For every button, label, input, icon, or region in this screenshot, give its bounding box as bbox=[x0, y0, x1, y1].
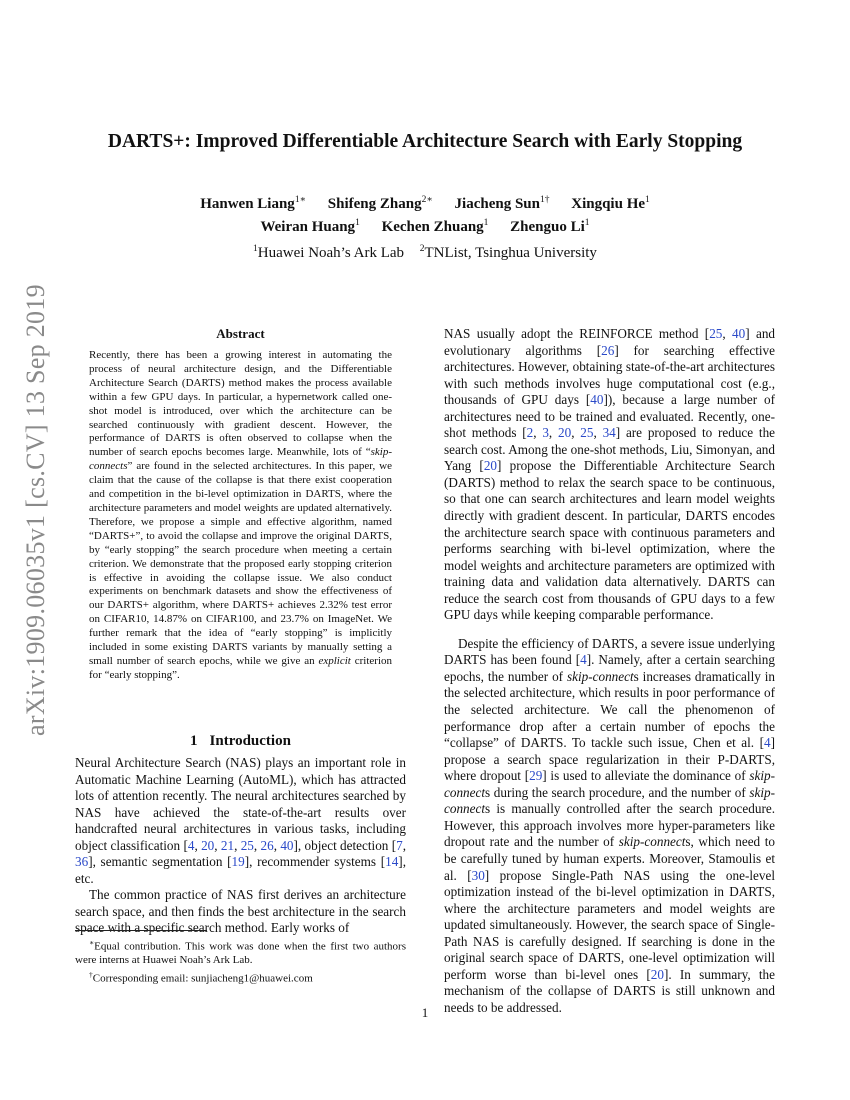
author: Jiacheng Sun$^{1\dagger}$ bbox=[454, 195, 550, 212]
author: Kechen Zhuang$^1$ bbox=[381, 218, 489, 235]
right-column bbox=[444, 326, 775, 1016]
citation-link[interactable]: 20 bbox=[650, 966, 664, 982]
citation-link[interactable]: 40 bbox=[732, 326, 746, 341]
paragraph: The common practice of NAS first derives an architecture search space, and then finds the best architecture in the search space with a specific search method. Early works of bbox=[75, 887, 406, 935]
author-row-2 bbox=[40, 214, 810, 237]
paragraph: Neural Architecture Search (NAS) plays an important role in Automatic Machine Learning (AutoML), which has attracted lots of attention recently. The neural architectures searched by NAS have achieved the state-of-the-art results over handcrafted neural architectures in various tasks, including object classification [4, 20, 21, 25, 26, 40], object detection [7, 36], semantic segmentation [19], recommender systems [14], etc. bbox=[75, 755, 407, 886]
footnotes bbox=[75, 936, 406, 986]
page-number: 1 bbox=[421, 1005, 429, 1020]
citation-link[interactable]: 19 bbox=[231, 854, 245, 869]
affiliation: $^1$Huawei Noah’s Ark Lab bbox=[253, 244, 405, 261]
citation-link[interactable]: 25 bbox=[709, 326, 723, 341]
affiliation: $^2$TNList, Tsinghua University bbox=[419, 244, 597, 261]
citation-link[interactable]: 29 bbox=[529, 768, 543, 784]
paragraph: Despite the efficiency of DARTS, a severe issue underlying DARTS has been found [4]. Namely, after a certain searching epochs, the number of skip-connects increases dramatically in the selected architecture, which results in poor performance of the selected architecture. We call the phenomenon of performance drop after a certain number of epochs the “collapse” of DARTS. To tackle such issue, Chen et al. [4] propose a search space regularization in their P-DARTS, where dropout [29] is used to alleviate the dominance of skip-connects during the search procedure, and the number of skip-connects is manually controlled after the search procedure. However, this approach involves more hyper-parameters like dropout rate and the number of skip-connects, which need to be carefully tuned by human experts. Moreover, Stamoulis et al. [30] propose Single-Path NAS using the one-level optimization instead of the bi-level optimization in DARTS, where the architecture parameters and model weights are updated simultaneously. However, the search space of Single-Path NAS is carefully designed. If searching is done in the original search space of DARTS, one-level optimization will perform worse than bi-level ones [20]. In summary, the mechanism of the collapse of DARTS is still unknown and needs to be addressed. bbox=[444, 635, 776, 1015]
citation-link[interactable]: 26 bbox=[601, 342, 615, 358]
footnote-divider bbox=[75, 930, 207, 931]
footnote: †Corresponding email: sunjiacheng1@huawei.com bbox=[89, 969, 313, 985]
citation-link[interactable]: 40 bbox=[590, 392, 604, 408]
citation-link[interactable]: 20 bbox=[483, 458, 498, 474]
paper-title: DARTS+: Improved Differentiable Architecture Search with Early Stopping bbox=[107, 131, 743, 152]
citation-link[interactable]: 21 bbox=[220, 837, 235, 853]
citation-link[interactable]: 20 bbox=[558, 425, 572, 441]
author: Zhenguo Li$^1$ bbox=[510, 218, 590, 235]
author-list bbox=[40, 191, 810, 237]
author-row-1 bbox=[40, 191, 810, 214]
footnote: ∗Equal contribution. This work was done when the first two authors were interns at Huawei Noah’s Ark Lab. bbox=[75, 938, 406, 967]
abstract-text: Recently, there has been a growing interest in automating the process of neural architecture design, and the Differentiable Architecture Search (DARTS) method makes the process available within a few GPU days. In particular, a hypernetwork called one-shot model is introduced, over which the architecture can be searched continuously with gradient descent. However, the performance of DARTS is often observed to collapse when the number of search epochs becomes large. Meanwhile, lots of “skip-connects” are found in the selected architectures. In this paper, we claim that the cause of the collapse is that there exist cooperation and competition in the bi-level optimization in DARTS, where the architecture parameters and model weights are updated alternatively. Therefore, we propose a simple and effective algorithm, named “DARTS+”, to avoid the collapse and improve the original DARTS, by “early stopping” the search procedure when meeting a certain criterion. We demonstrate that the proposed early stopping criterion is effective in avoiding the collapse issue. We also conduct experiments on benchmark datasets and show the effectiveness of our DARTS+ algorithm, where DARTS+ achieves 2.32% test error on CIFAR10, 14.87% on CIFAR100, and 23.7% on ImageNet. We further remark that the idea of “early stopping” is implicitly included in some existing DARTS variants by manually setting a small number of search epochs, while we give an explicit criterion for “early stopping”. bbox=[89, 349, 392, 681]
citation-link[interactable]: 4 bbox=[764, 735, 771, 751]
citation-link[interactable]: 30 bbox=[471, 867, 485, 883]
citation-link[interactable]: 40 bbox=[280, 837, 294, 853]
author: Hanwen Liang$^{1∗}$ bbox=[200, 195, 307, 212]
abstract-heading: Abstract bbox=[216, 326, 265, 341]
citation-link[interactable]: 7 bbox=[396, 837, 403, 853]
citation-link[interactable]: 20 bbox=[201, 837, 215, 853]
citation-link[interactable]: 26 bbox=[260, 837, 274, 853]
arxiv-identifier bbox=[6, 284, 66, 736]
paragraph: NAS usually adopt the REINFORCE method [25, 40] and evolutionary algorithms [26] for searching effective architectures. However, obtaining state-of-the-art architectures with such methods involves huge computational cost (e.g., thousands of GPU days [40]), because a large number of architectures need to be trained and evaluated. Recently, one-shot methods [2, 3, 20, 25, 34] are proposed to reduce the search cost. Among the one-shot methods, Liu, Simonyan, and Yang [20] propose the Differentiable Architecture Search (DARTS) method to relax the search space to be continuous, so that one can search architectures and learn model weights directly with gradient descent. In particular, DARTS encodes the architecture search space with continuous parameters and performs searching with bi-level optimization, where the model weights and architecture parameters are optimized with training data and validation data alternatively. DARTS can reduce the search cost from thousands of GPU days to a few GPU days while keeping comparable performance. bbox=[444, 326, 776, 623]
citation-link[interactable]: 34 bbox=[602, 425, 616, 441]
citation-link[interactable]: 36 bbox=[75, 854, 89, 869]
citation-link[interactable]: 3 bbox=[542, 425, 549, 441]
intro-left-column bbox=[75, 755, 406, 937]
citation-link[interactable]: 4 bbox=[580, 652, 587, 668]
citation-link[interactable]: 4 bbox=[187, 837, 195, 853]
affiliations bbox=[40, 244, 810, 262]
citation-link[interactable]: 2 bbox=[526, 425, 534, 441]
arxiv-identifier-text: arXiv:1909.06035v1 [cs.CV] 13 Sep 2019 bbox=[21, 284, 50, 736]
author: Shifeng Zhang$^{2∗}$ bbox=[327, 195, 433, 212]
author: Weiran Huang$^1$ bbox=[260, 218, 360, 235]
citation-link[interactable]: 25 bbox=[240, 837, 254, 853]
section-heading: 1 Introduction bbox=[190, 733, 291, 749]
citation-link[interactable]: 14 bbox=[385, 854, 399, 869]
author: Xingqiu He$^1$ bbox=[571, 195, 650, 212]
citation-link[interactable]: 25 bbox=[580, 425, 594, 441]
